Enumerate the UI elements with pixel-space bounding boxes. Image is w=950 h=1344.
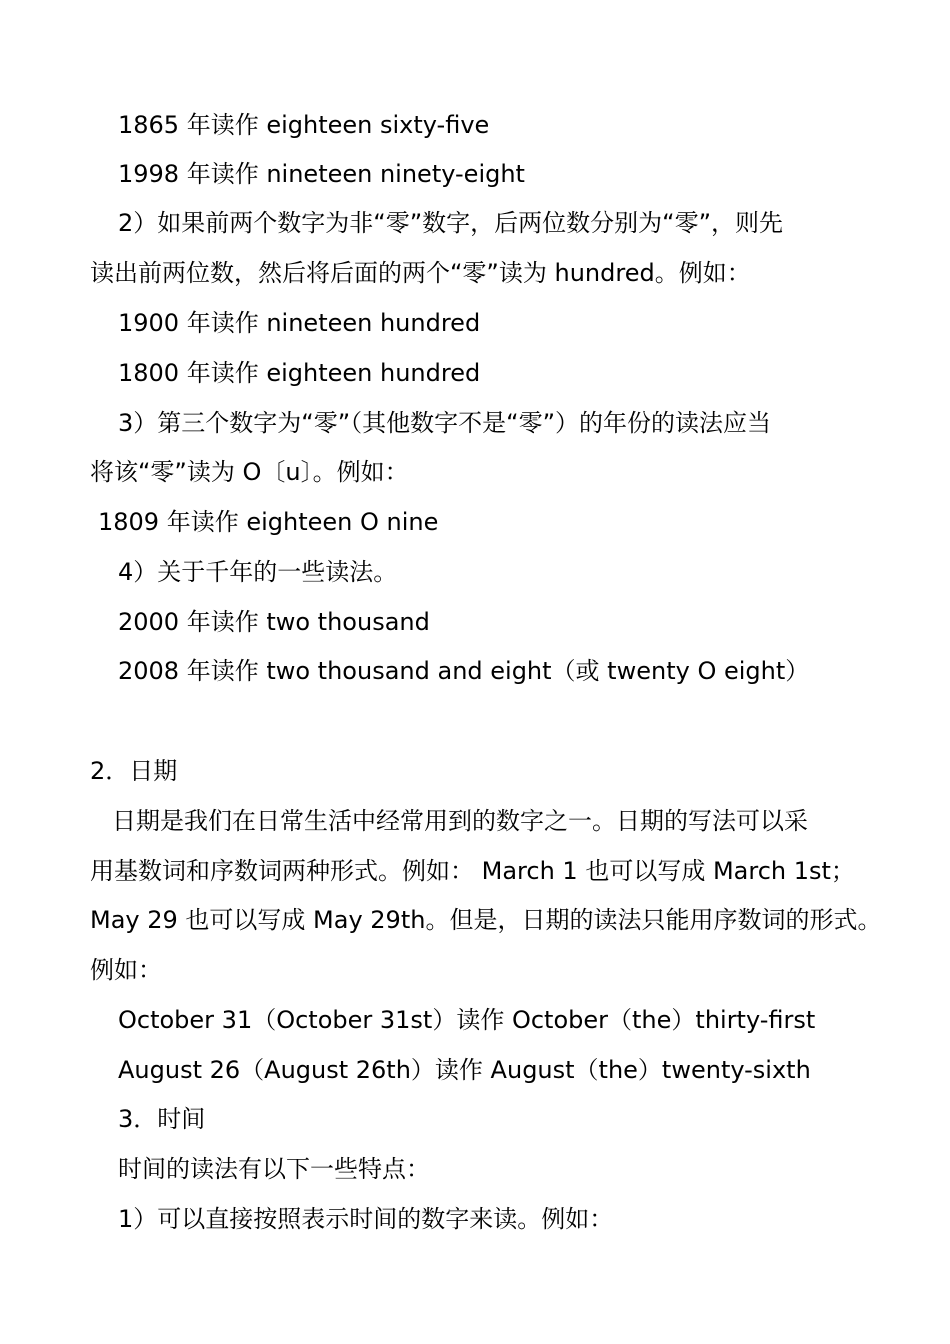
text-line-year-1900: 1900 年读作 nineteen hundred: [118, 309, 481, 337]
text-line-year-1809: 1809 年读作 eighteen O nine: [98, 508, 439, 536]
text-line-year-2000: 2000 年读作 two thousand: [118, 608, 430, 636]
text-line-dates-reading: May 29 也可以写成 May 29th。但是，日期的读法只能用序数词的形式。: [90, 906, 882, 934]
text-line-year-1865: 1865 年读作 eighteen sixty-five: [118, 111, 490, 139]
text-line-rule-3: 3）第三个数字为“零”（其他数字不是“零”）的年份的读法应当: [118, 409, 772, 437]
text-line-date-august: August 26（August 26th）读作 August（the）twenty-sixth: [118, 1056, 811, 1084]
text-line-year-1998: 1998 年读作 nineteen ninety-eight: [118, 160, 525, 188]
text-line-time-intro: 时间的读法有以下一些特点：: [118, 1155, 430, 1183]
text-line-rule-2: 2）如果前两个数字为非“零”数字，后两位数分别为“零”，则先: [118, 209, 784, 237]
section-heading-dates: 2．日期: [90, 757, 178, 785]
text-line-time-rule-1: 1）可以直接按照表示时间的数字来读。例如：: [118, 1205, 614, 1233]
text-line-date-october: October 31（October 31st）读作 October（the）thirty-first: [118, 1006, 816, 1034]
text-line-dates-intro: 日期是我们在日常生活中经常用到的数字之一。日期的写法可以采: [112, 807, 808, 835]
text-line-rule-2-cont: 读出前两位数，然后将后面的两个“零”读为 hundred。例如：: [90, 259, 751, 287]
text-line-example-label: 例如：: [90, 956, 162, 984]
text-line-rule-4: 4）关于千年的一些读法。: [118, 558, 398, 586]
section-heading-time: 3．时间: [118, 1105, 206, 1133]
text-line-year-2008: 2008 年读作 two thousand and eight（或 twenty O eight）: [118, 657, 810, 685]
text-line-dates-intro-cont: 用基数词和序数词两种形式。例如： March 1 也可以写成 March 1st；: [90, 857, 855, 885]
text-line-year-1800: 1800 年读作 eighteen hundred: [118, 359, 481, 387]
text-line-rule-3-cont: 将该“零”读为 O〔u〕。例如：: [90, 458, 409, 486]
